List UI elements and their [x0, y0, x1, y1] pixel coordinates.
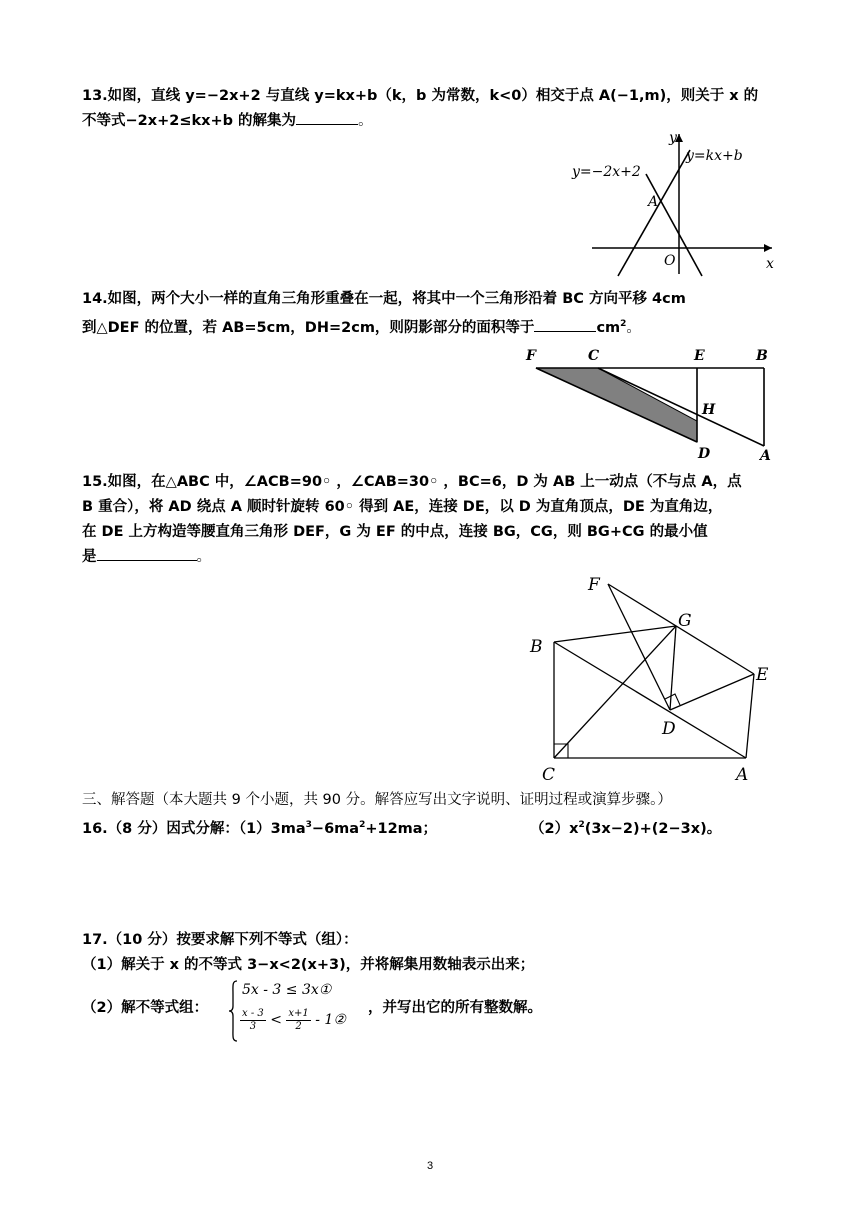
q14-figure [520, 344, 788, 464]
q17-part1: （1）解关于 x 的不等式 3−x<2(x+3)，并将解集用数轴表示出来； [82, 957, 535, 973]
q14-unit: cm [596, 319, 621, 336]
q15-answer-blank [97, 546, 197, 561]
q14-line2 [82, 312, 782, 341]
q17-frac1-den: 3 [249, 1021, 257, 1032]
q17-frac2-num: x+1 [288, 1008, 309, 1019]
q16-line [82, 813, 802, 842]
q15-label-d: D [662, 719, 676, 739]
q15-figure [520, 570, 780, 788]
q13-label-o: O [664, 253, 676, 269]
q13-label-neg2x: y=−2x+2 [572, 164, 641, 180]
q14-label-b: B [756, 348, 768, 364]
q16-p2-a: x [569, 820, 579, 837]
q17-eq2 [240, 1008, 346, 1034]
q16-p1-a: 3ma [270, 820, 306, 837]
system-brace-icon [228, 980, 238, 1042]
q17-frac2 [286, 1008, 310, 1033]
q17-frac2-den: 2 [295, 1021, 302, 1032]
q17-part2-post: ，并写出它的所有整数解。 [368, 1000, 542, 1016]
q17-system [228, 980, 378, 1044]
q16-p1-a-sup: 3 [305, 820, 312, 830]
q15-label-e: E [756, 665, 769, 685]
q16-prefix: 16.（8 分）因式分解：（1） [82, 820, 271, 837]
q14-label-d: D [698, 446, 711, 462]
q16-p1-c: +12ma； [365, 820, 438, 837]
q16-part2 [530, 813, 721, 842]
q14-label-f: F [526, 348, 536, 364]
q17-frac1-num: x ‑ 3 [242, 1008, 264, 1019]
q17-eq1: 5x ‑ 3 ≤ 3x① [242, 982, 332, 998]
q17-eq2-tail: ‑ 1② [315, 1012, 346, 1028]
q15-label-c: C [542, 765, 556, 785]
q16-p2-pre: （2） [530, 820, 570, 837]
q15-label-g: G [678, 611, 692, 631]
q14-label-h: H [702, 402, 716, 418]
q13-label-kxb: y=kx+b [686, 148, 743, 164]
q15-label-f: F [588, 575, 600, 595]
q16-p1-b: −6ma [311, 820, 360, 837]
q15-line4-end: 。 [196, 549, 211, 565]
q13-label-x: x [766, 256, 774, 272]
q15-label-b: B [530, 637, 543, 657]
q15-line2: B 重合），将 AD 绕点 A 顺时针旋转 60◦ 得到 AE，连接 DE，以 D 为直角顶点，DE 为直角边， [82, 499, 723, 515]
q16-p2-a-sup: 2 [578, 820, 585, 830]
q13-figure [566, 128, 780, 278]
section-three-heading: 三、解答题（本大题共 9 个小题，共 90 分。解答应写出文字说明、证明过程或演算步骤。） [82, 792, 672, 808]
q17-eq2-lt: < [270, 1012, 282, 1028]
q14-answer-blank [534, 317, 596, 332]
q17-part2-label: （2）解不等式组： [82, 1000, 209, 1016]
q13-line2-end: 。 [358, 113, 373, 129]
q13-label-y: y [669, 130, 677, 146]
q14-label-e: E [694, 348, 705, 364]
q13-line1: 13.如图，直线 y=−2x+2 与直线 y=kx+b（k，b 为常数，k<0）相交于点 A(−1,m)，则关于 x 的 [82, 88, 759, 104]
q17-part2 [82, 980, 782, 1044]
q14-unit-sup: 2 [620, 319, 627, 329]
q17-frac1 [240, 1008, 266, 1033]
q16-p2-b: (3x−2)+(2−3x)。 [584, 820, 722, 837]
q13-answer-blank [296, 110, 358, 125]
q15-line1: 15.如图，在△ABC 中，∠ACB=90◦ ，∠CAB=30◦ ，BC=6，D 为 AB 上一动点（不与点 A，点 [82, 474, 742, 490]
q15-label-a: A [736, 765, 749, 785]
q16-p1-b-sup: 2 [359, 820, 366, 830]
q15-line3: 在 DE 上方构造等腰直角三角形 DEF，G 为 EF 的中点，连接 BG，CG，则 BG+CG 的最小值 [82, 524, 708, 540]
q14-line2-text: 到△DEF 的位置，若 AB=5cm，DH=2cm，则阴影部分的面积等于 [82, 319, 535, 336]
q13-line2-text: 不等式−2x+2≤kx+b 的解集为 [82, 113, 297, 129]
q13-label-a: A [648, 194, 659, 210]
q15-line4-text: 是 [82, 549, 97, 565]
page-number: 3 [426, 1160, 434, 1172]
q17-title: 17.（10 分）按要求解下列不等式（组）： [82, 932, 358, 948]
q14-label-a: A [760, 448, 771, 464]
q15-line4 [82, 545, 782, 570]
q14-line2-end: 。 [626, 319, 641, 336]
q14-line1: 14.如图，两个大小一样的直角三角形重叠在一起，将其中一个三角形沿着 BC 方向平移 4cm [82, 291, 686, 307]
q14-label-c: C [588, 348, 600, 364]
